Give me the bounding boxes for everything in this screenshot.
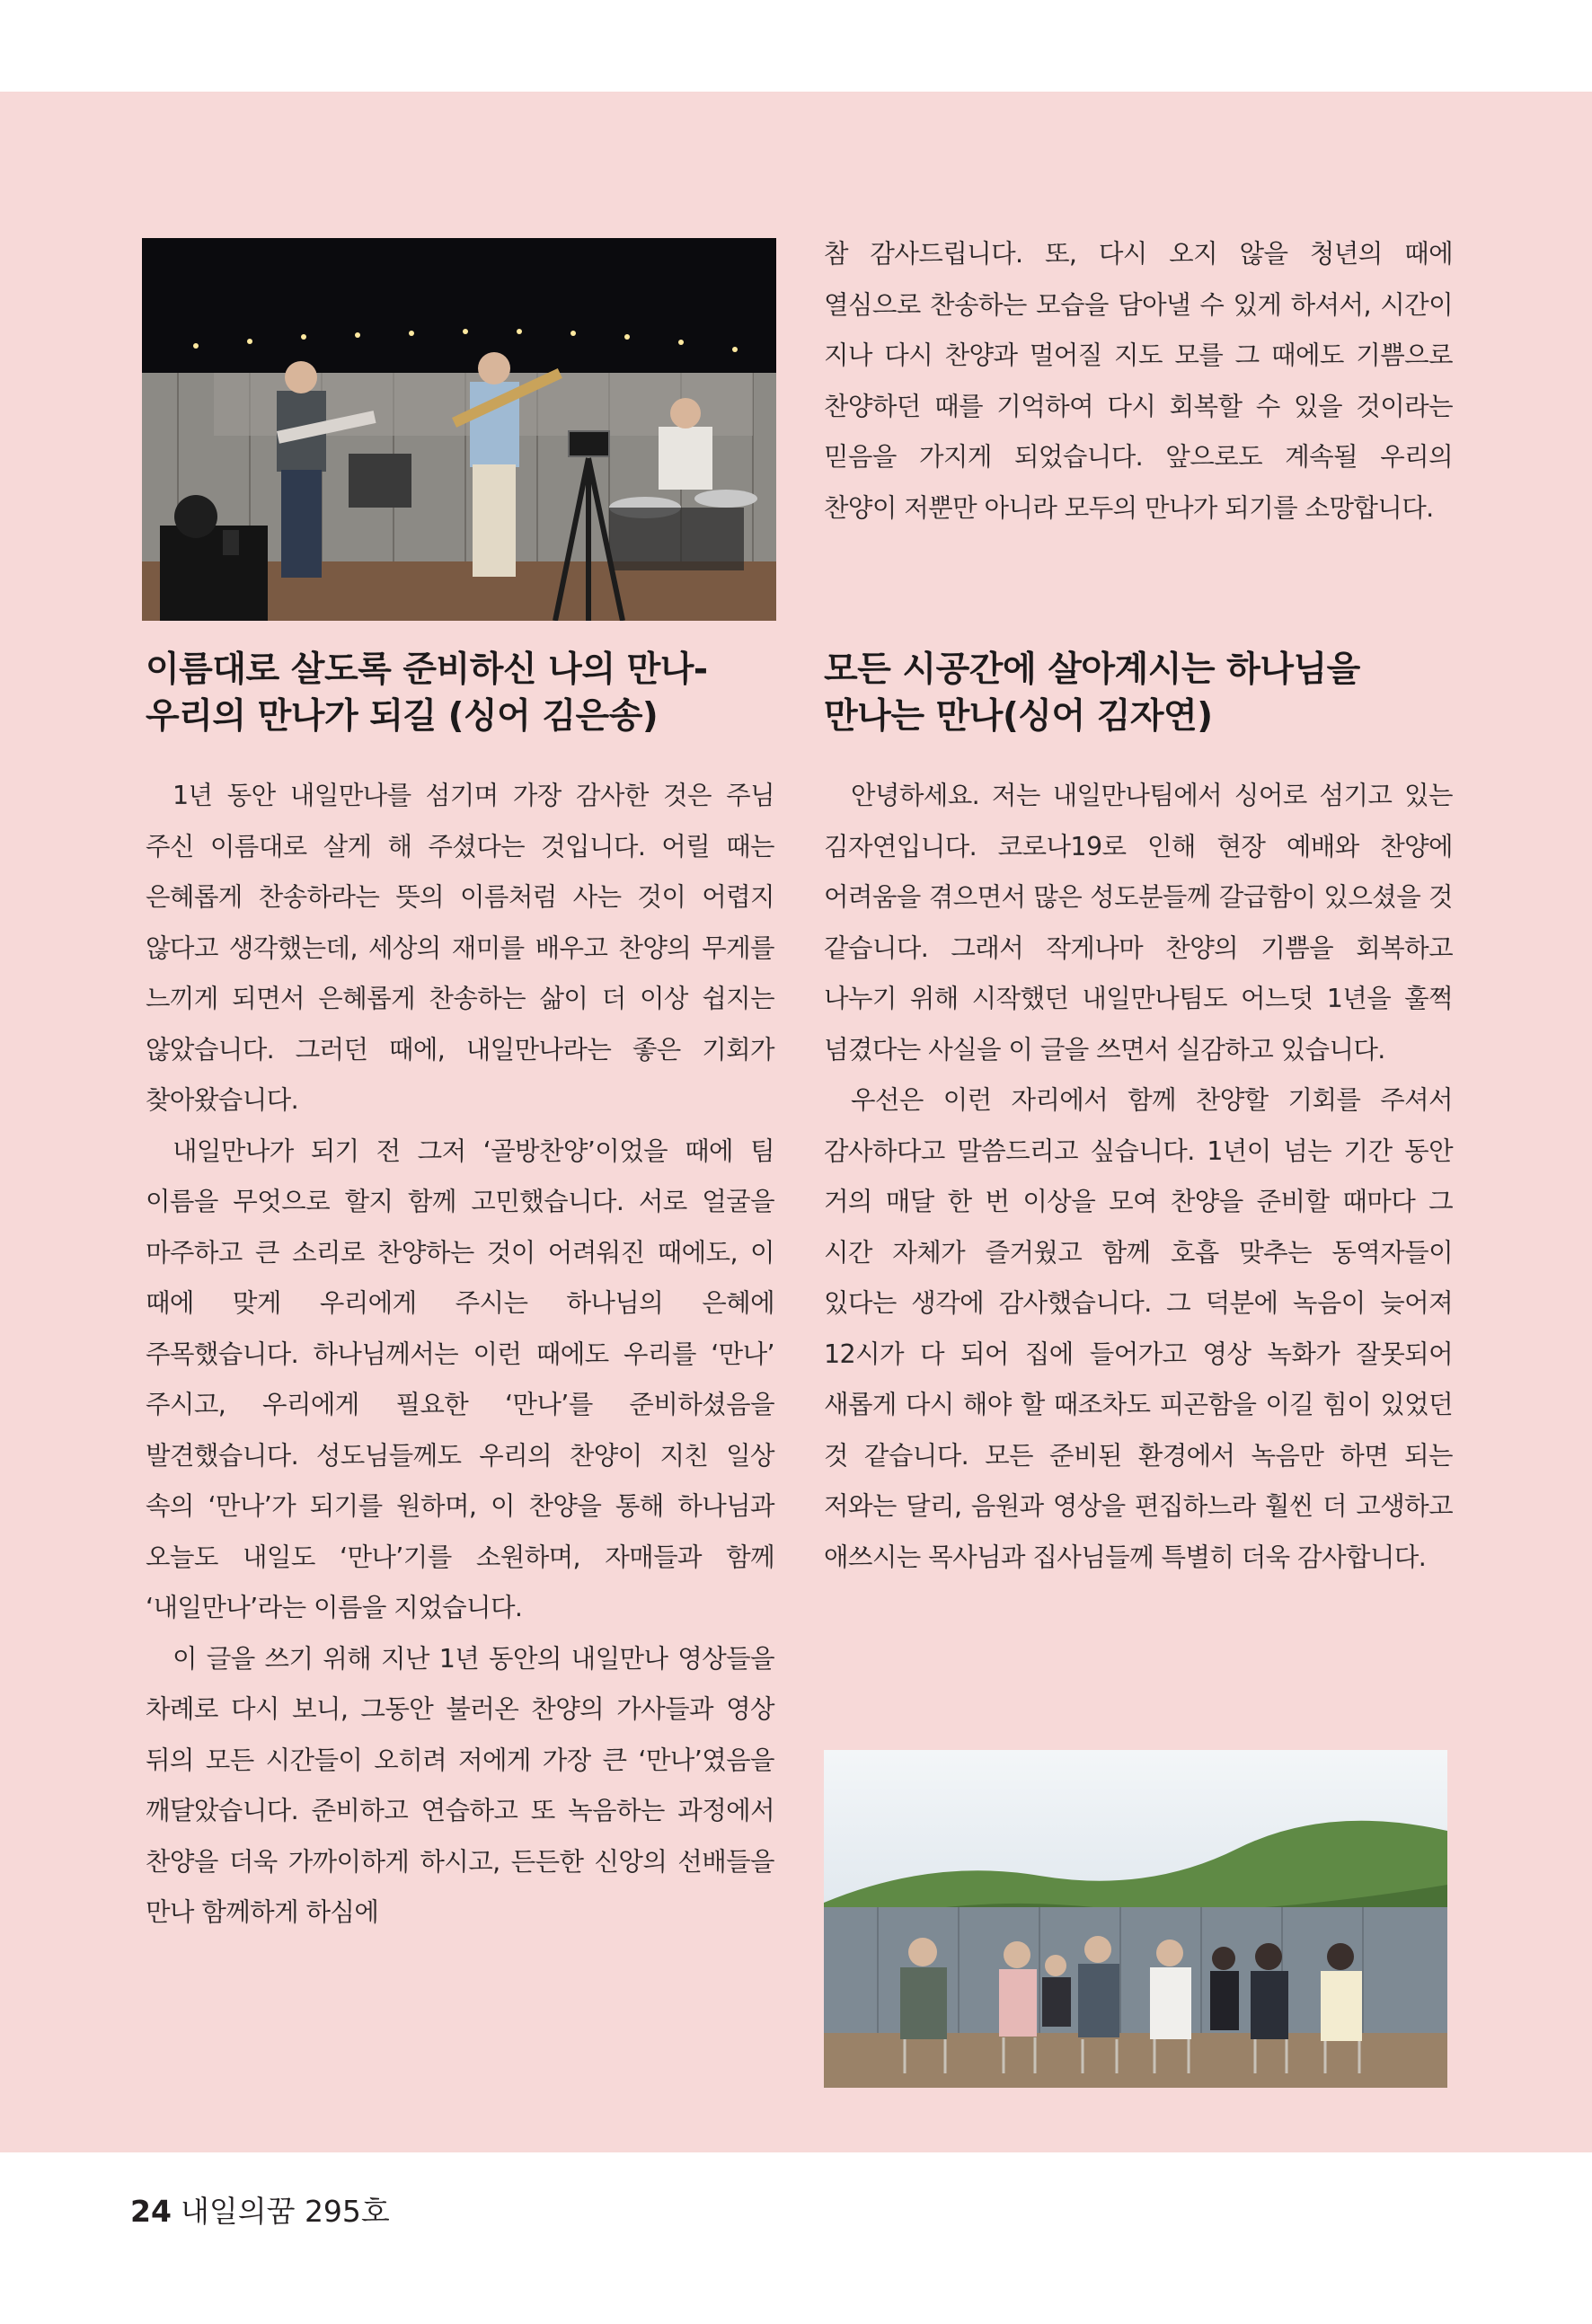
article-left-heading [146, 647, 774, 740]
article-left [146, 647, 774, 1939]
page-footer [130, 2194, 390, 2230]
article-left-continuation-paragraph: 참 감사드립니다. 또, 다시 오지 않을 청년의 때에 열심으로 찬송하는 모습을 담아낼 수 있게 하셔서, 시간이 지나 다시 찬양과 멀어질 지도 모를 그 때에도 기쁨으로 찬양하던 때를 기억하여 다시 회복할 수 있을 것이라는 믿음을 가지게 되었습니다. 앞으로도 계속될 우리의 찬양이 저뿐만 아니라 모두의 만나가 되기를 소망합니다. [824, 239, 1453, 523]
article-right [824, 647, 1453, 1583]
article-right-heading-line1: 모든 시공간에 살아계시는 하나님을 [824, 649, 1360, 690]
article-left-continuation [824, 229, 1453, 534]
article-left-paragraph: 이 글을 쓰기 위해 지난 1년 동안의 내일만나 영상들을 차례로 다시 보니, 그동안 불러온 찬양의 가사들과 영상 뒤의 모든 시간들이 오히려 저에게 가장 큰 ‘만나’였음을 깨달았습니다. 준비하고 연습하고 또 녹음하는 과정에서 찬양을 더욱 가까이하게 하시고, 든든한 신앙의 선배들을 만나 함께하게 하심에 [146, 1643, 774, 1927]
article-left-heading-line1: 이름대로 살도록 준비하신 나의 만나- [146, 649, 708, 690]
article-left-paragraph: 내일만나가 되기 전 그저 ‘골방찬양’이었을 때에 팀 이름을 무엇으로 할지 함께 고민했습니다. 서로 얼굴을 마주하고 큰 소리로 찬양하는 것이 어려워진 때에도, 이 때에 맞게 우리에게 주시는 하나님의 은혜에 주목했습니다. 하나님께서는 이런 때에도 우리를 ‘만나’ 주시고, 우리에게 필요한 ‘만나’를 준비하셨음을 발견했습니다. 성도님들께도 우리의 찬양이 지친 일상 속의 ‘만나’가 되기를 원하며, 이 찬양을 통해 하나님과 오늘도 내일도 ‘만나’기를 소원하며, 자매들과 함께 ‘내일만나’라는 이름을 지었습니다. [146, 1135, 774, 1622]
article-left-heading-line2: 우리의 만나가 되길 (싱어 김은송) [146, 696, 659, 737]
page-number: 24 [130, 2194, 172, 2229]
article-right-paragraph: 우선은 이런 자리에서 함께 찬양할 기회를 주셔서 감사하다고 말씀드리고 싶습니다. 1년이 넘는 기간 동안 거의 매달 한 번 이상을 모여 찬양을 준비할 때마다 그 시간 자체가 즐거웠고 함께 호흡 맞추는 동역자들이 있다는 생각에 감사했습니다. 그 덕분에 녹음이 늦어져 12시가 다 되어 집에 들어가고 영상 녹화가 잘못되어 새롭게 다시 해야 할 때조차도 피곤함을 이길 힘이 있었던 것 같습니다. 모든 준비된 환경에서 녹음만 하면 되는 저와는 달리, 음원과 영상을 편집하느라 훨씬 더 고생하고 애쓰시는 목사님과 집사님들께 특별히 더욱 감사합니다. [824, 1085, 1453, 1572]
article-left-paragraph: 1년 동안 내일만나를 섬기며 가장 감사한 것은 주님 주신 이름대로 살게 해 주셨다는 것입니다. 어릴 때는 은혜롭게 찬송하라는 뜻의 이름처럼 사는 것이 어렵지 않다고 생각했는데, 세상의 재미를 배우고 찬양의 무게를 느끼게 되면서 은혜롭게 찬송하는 삶이 더 이상 쉽지는 않았습니다. 그러던 때에, 내일만나라는 좋은 기회가 찾아왔습니다. [146, 781, 774, 1115]
publication-name: 내일의꿈 295호 [180, 2194, 390, 2229]
group-photo [824, 1750, 1447, 2088]
article-right-paragraph: 안녕하세요. 저는 내일만나팀에서 싱어로 섬기고 있는 김자연입니다. 코로나19로 인해 현장 예배와 찬양에 어려움을 겪으면서 많은 성도분들께 갈급함이 있으셨을 것 같습니다. 그래서 작게나마 찬양의 기쁨을 회복하고 나누기 위해 시작했던 내일만나팀도 어느덧 1년을 훌쩍 넘겼다는 사실을 이 글을 쓰면서 실감하고 있습니다. [824, 781, 1453, 1065]
article-right-heading-line2: 만나는 만나(싱어 김자연) [824, 696, 1213, 737]
band-performance-photo [142, 238, 776, 621]
article-right-heading [824, 647, 1453, 740]
